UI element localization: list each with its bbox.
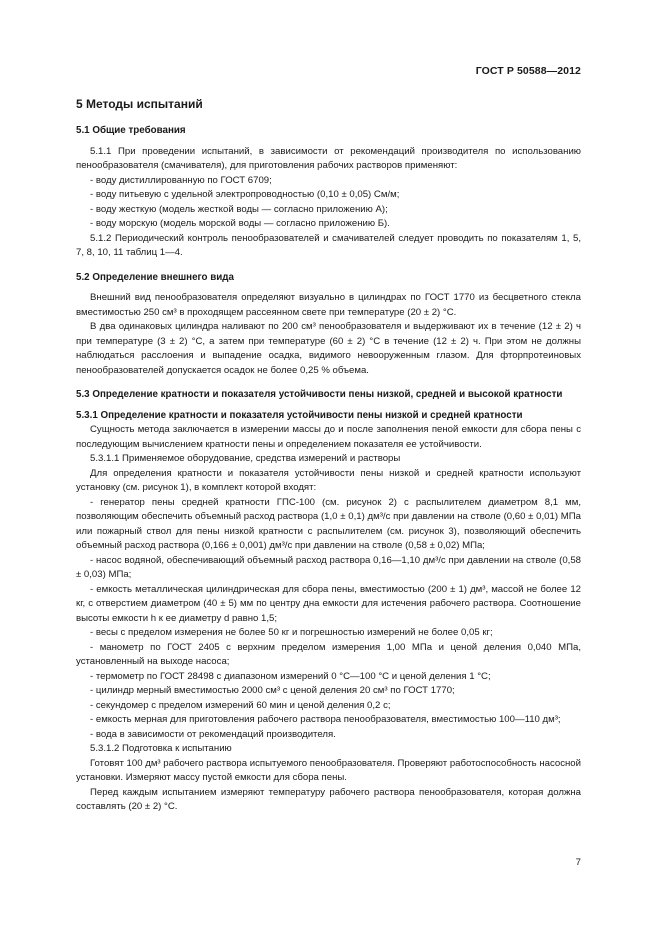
list-item: - воду дистиллированную по ГОСТ 6709; — [90, 174, 272, 186]
paragraph-5-3-1-1: 5.3.1.1 Применяемое оборудование, средства измерений и растворы — [90, 453, 401, 464]
list-item: - весы с пределом измерения не более 50 кг и погрешностью измерений не более 0,05 кг; — [90, 627, 493, 638]
paragraph-equipment-intro: Для определения кратности и показателя устойчивости пены низкой и средней кратности используют установку (см. рисунок 1), в комплект которой входят: — [76, 467, 581, 493]
paragraph-5-3-1-2: 5.3.1.2 Подготовка к испытанию — [90, 743, 232, 754]
list-item: - емкость металлическая цилиндрическая для сбора пены, вместимостью (200 ± 1) дм³, массой не более 12 кг, с отверстием диаметром (40 ± 5) мм по центру дна емкости для истечения рабочего раствора. Соотношение высоты емкости h к ее диаметру d равно 1,5; — [76, 583, 581, 624]
list-item: - воду питьевую с удельной электропроводностью (0,10 ± 0,05) См/м; — [90, 189, 400, 200]
paragraph-preparation: Готовят 100 дм³ рабочего раствора испытуемого пенообразователя. Проверяют работоспособность насосной установки. Измеряют массу пустой емкости для сбора пены. — [76, 757, 581, 783]
paragraph-cylinders: В два одинаковых цилиндра наливают по 200 см³ пенообразователя и выдерживают их в течение (12 ± 2) ч при температуре (3 ± 2) °С, а затем при температуре (60 ± 2) °С в течение (12 ± 2) ч. При этом не должны наблюдаться расслоения и выпадение осадка, видимого невооруженным глазом. Для фторпротеиновых пенообразователей допускается осадок не более 0,25 % объема. — [76, 321, 581, 376]
list-item: - термометр по ГОСТ 28498 с диапазоном измерений 0 °С—100 °С и ценой деления 1 °С; — [90, 670, 491, 682]
list-item: - манометр по ГОСТ 2405 с верхним пределом измерения 1,00 МПа и ценой деления 0,040 МПа, установленный на выходе насоса; — [76, 641, 581, 667]
list-item: - вода в зависимости от рекомендаций производителя. — [90, 728, 336, 740]
document-number: ГОСТ Р 50588—2012 — [475, 65, 581, 77]
subsection-5-1-title: 5.1 Общие требования — [76, 125, 186, 136]
paragraph-temperature: Перед каждым испытанием измеряют температуру рабочего раствора пенообразователя, которая должна составлять (20 ± 2) °С. — [76, 786, 581, 812]
paragraph-appearance: Внешний вид пенообразователя определяют визуально в цилиндрах по ГОСТ 1770 из бесцветного стекла вместимостью 250 см³ в проходящем рассеянном свете при температуре (20 ± 2) °С. — [76, 292, 581, 318]
list-item: - цилиндр мерный вместимостью 2000 см³ с ценой деления 20 см³ по ГОСТ 1770; — [90, 685, 455, 696]
paragraph-5-1-1: 5.1.1 При проведении испытаний, в зависимости от рекомендаций производителя по использованию пенообразователя (смачивателя), для приготовления рабочих растворов применяют: — [76, 145, 581, 171]
list-item: - воду морскую (модель морской воды — согласно приложению Б). — [90, 218, 390, 229]
subsection-5-2-title: 5.2 Определение внешнего вида — [76, 271, 234, 283]
list-item: - генератор пены средней кратности ГПС-100 (см. рисунок 2) с распылителем диаметром 8,1 мм, позволяющим обеспечить объемный расход раствора (1,0 ± 0,1) дм³/с при давлении на стволе (0,60 ± 0,01) МПа или пожарный ствол для пены низкой кратности с распылителем (см. рисунок 3), позволяющий обеспечить объемный расход раствора (0,166 ± 0,001) дм³/с при давлении на стволе (0,58 ± 0,02) МПа; — [76, 496, 581, 551]
subsection-5-3-1-title: 5.3.1 Определение кратности и показателя устойчивости пены низкой и средней кратности — [76, 409, 523, 421]
list-item: - емкость мерная для приготовления рабочего раствора пенообразователя, вместимостью 100—110 дм³; — [90, 714, 561, 725]
page-number: 7 — [575, 857, 581, 868]
paragraph-5-1-2: 5.1.2 Периодический контроль пенообразователей и смачивателей следует проводить по показателям 1, 5, 7, 8, 10, 11 таблиц 1—4. — [76, 232, 581, 258]
subsection-5-3-title: 5.3 Определение кратности и показателя устойчивости пены низкой, средней и высокой кратности — [76, 389, 563, 400]
list-item: - насос водяной, обеспечивающий объемный расход раствора 0,16—1,10 дм³/с при давлении на стволе (0,58 ± 0,03) МПа; — [76, 554, 581, 580]
list-item: - воду жесткую (модель жесткой воды — согласно приложению А); — [90, 203, 388, 215]
list-item: - секундомер с пределом измерений 60 мин и ценой деления 0,2 с; — [90, 699, 391, 711]
section-title: 5 Методы испытаний — [76, 96, 203, 111]
paragraph-method-essence: Сущность метода заключается в измерении массы до и после заполнения пеной емкости для сбора пены с последующим вычислением кратности пены и определением показателя ее устойчивости. — [76, 424, 581, 450]
